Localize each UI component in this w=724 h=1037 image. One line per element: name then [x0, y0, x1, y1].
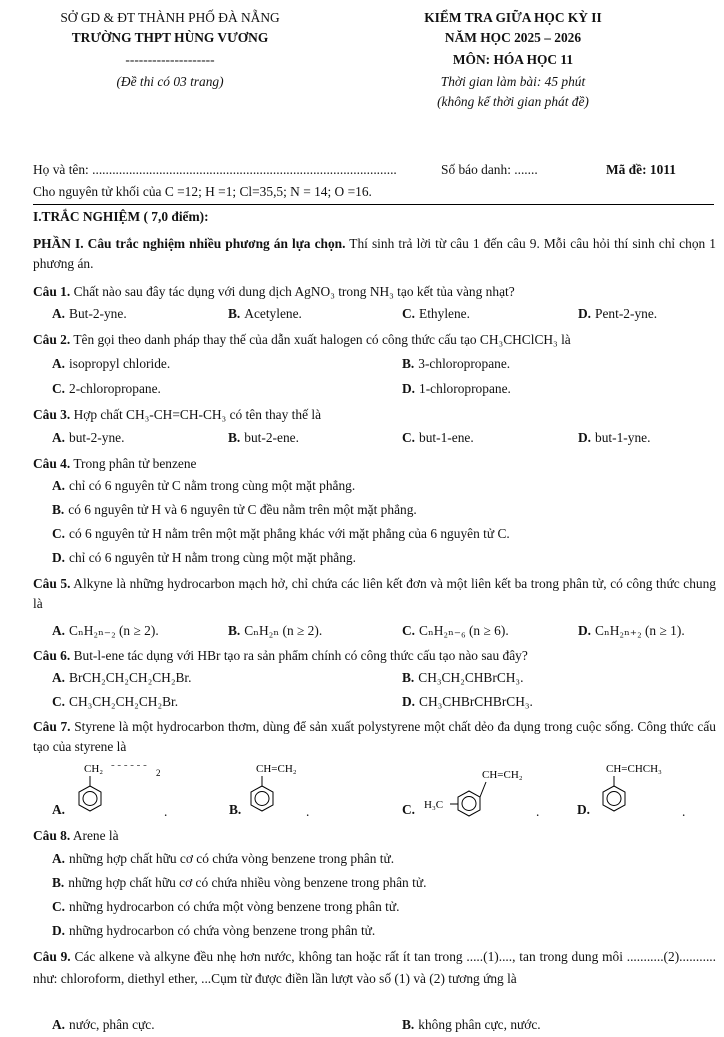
svg-text:- - - - - -: - - - - - - — [111, 760, 147, 771]
question-number: Câu 3. — [33, 407, 71, 422]
part1-title: PHẦN I. Câu trắc nghiệm nhiều phương án lựa chọn. — [33, 236, 346, 251]
question-text: Styrene là một hydrocarbon thơm, dùng để sản xuất polystyrene một chất dẻo đa dụng trong cuộc sống. Công thức cấu tạo của styrene là — [33, 719, 716, 754]
q5-option-b[interactable]: B. CₙH₂ₙ (n ≥ 2). — [228, 623, 323, 638]
subject: MÔN: HÓA HỌC 11 — [452, 52, 574, 68]
question-text: Trong phân tử benzene — [70, 456, 197, 471]
question-2 — [33, 330, 716, 350]
time-limit: Thời gian làm bài: 45 phút — [440, 74, 586, 90]
question-text: Hợp chất CH₃-CH=CH-CH₃ có tên thay thế là — [70, 407, 322, 422]
q4-option-b[interactable]: B. có 6 nguyên tử H và 6 nguyên tử C đều nằm trên một mặt phẳng. — [52, 502, 417, 517]
question-text: Tên gọi theo danh pháp thay thế của dẫn xuất halogen có công thức cấu tạo CH₃CHClCH₃ là — [70, 332, 571, 347]
part1-text: Thí sinh trả lời từ câu 1 đến câu 9. Mỗi câu hỏi thí sinh chỉ chọn 1 phương án. — [33, 236, 716, 271]
q4-option-d[interactable]: D. chỉ có 6 nguyên tử H nằm trong cùng một mặt phẳng. — [52, 550, 356, 565]
school-block — [30, 10, 310, 94]
q5-option-d[interactable]: D. CₙH₂ₙ₊₂ (n ≥ 1). — [578, 623, 685, 638]
section-title: I.TRẮC NGHIỆM ( 7,0 điểm): — [33, 209, 209, 224]
q7-option-c[interactable]: C. — [402, 802, 416, 817]
q2-option-d[interactable]: D. 1-chloropropane. — [402, 381, 511, 396]
exam-code: Mã đề: 1011 — [606, 162, 676, 177]
struct-c-left: H₃C — [424, 799, 444, 811]
q6-option-d[interactable]: D. CH₃CHBrCHBrCH₃. — [402, 694, 533, 709]
question-9 — [33, 946, 716, 990]
exam-title: KIỂM TRA GIỮA HỌC KỲ II — [424, 10, 602, 25]
question-number: Câu 7. — [33, 719, 71, 734]
question-1 — [33, 282, 716, 302]
q3-option-a[interactable]: A. but-2-yne. — [52, 430, 125, 445]
page-count: (Đề thi có 03 trang) — [116, 74, 224, 90]
atomic-masses: Cho nguyên tử khối của C =12; H =1; Cl=35,5; N = 14; O =16. — [33, 184, 372, 199]
question-number: Câu 2. — [33, 332, 71, 347]
question-8 — [33, 826, 716, 846]
q7-structure-c — [420, 762, 540, 824]
question-text: Chất nào sau đây tác dụng với dung dịch AgNO₃ trong NH₃ tạo kết tủa vàng nhạt? — [70, 284, 515, 299]
q4-option-c[interactable]: C. có 6 nguyên tử H nằm trên một mặt phẳng khác với mặt phẳng của 6 nguyên tử C. — [52, 526, 510, 541]
school-name: TRƯỜNG THPT HÙNG VƯƠNG — [71, 30, 269, 46]
q3-option-c[interactable]: C. but-1-ene. — [402, 430, 474, 445]
question-5 — [33, 574, 716, 614]
question-number: Câu 1. — [33, 284, 71, 299]
question-text: Các alkene và alkyne đều nhẹ hơn nước, không tan hoặc rất ít tan trong .....(1)...., tan trong dung môi ...........(2)........... như: chloroform, diethyl ether, ...Cụm từ được điền lần lượt vào số (1) và (2) tương ứng là — [33, 949, 716, 986]
school-year: NĂM HỌC 2025 – 2026 — [444, 30, 582, 46]
q7-structure-d — [594, 760, 694, 822]
benzene-ring-icon — [594, 760, 694, 822]
exam-page: SỞ GD & ĐT THÀNH PHỐ ĐÀ NẴNG TRƯỜNG THPT HÙNG VƯƠNG -------------------- (Đề thi có 03 trang) KIỂM TRA GIỮA HỌC KỲ II NĂM HỌC 2025 – 2026 MÔN: HÓA HỌC 11 Thời gian làm bài: 45 phút (không kể thời gian phát đề) Họ và tên: ........................................................................................... Số báo danh: ....... Mã đề: 1011 Cho nguyên tử khối của C =12; H =1; Cl=35,5; N = 14; O =16. I.TRẮC NGHIỆM ( 7,0 điểm): PHẦN I. Câu trắc nghiệm nhiều phương án lựa chọn. Thí sinh trả lời từ câu 1 đến câu 9. Mỗi câu hỏi thí sinh chỉ chọn 1 phương án. Câu 1. Chất nào sau đây tác dụng với dung dịch AgNO₃ trong NH₃ tạo kết tủa vàng nhạt? A. But-2-yne. B. Acetylene. C. Ethylene. D. Pent-2-yne. Câu 2. Tên gọi theo danh pháp thay thế của dẫn xuất halogen có công thức cấu tạo CH₃CHClCH₃ là A. isopropyl chloride. B. 3-chloropropane. C. 2-chloropropane. D. 1-chloropropane. Câu 3. Hợp chất CH₃-CH=CH-CH₃ có tên thay thế là A. but-2-yne. B. but-2-ene. C. but-1-ene. D. but-1-yne. Câu 4. Trong phân tử benzene A. chỉ có 6 nguyên tử C nằm trong cùng một mặt phẳng. B. có 6 nguyên tử H và 6 nguyên tử C đều nằm trên một mặt phẳng. C. có 6 nguyên tử H nằm trên một mặt phẳng khác với mặt phẳng của 6 nguyên tử C. D. chỉ có 6 nguyên tử H nằm trong cùng một mặt phẳng. Câu 5. Alkyne là những hydrocarbon mạch hở, chỉ chứa các liên kết đơn và một liên kết ba trong phân tử, có công thức chung là A. CₙH₂ₙ₋₂ (n ≥ 2). B. CₙH₂ₙ (n ≥ 2). C. CₙH₂ₙ₋₆ (n ≥ 6). D. CₙH₂ₙ₊₂ (n ≥ 1). Câu 6. But-l-ene tác dụng với HBr tạo ra sản phẩm chính có công thức cấu tạo nào sau đây? A. BrCH₂CH₂CH₂CH₂Br. B. CH₃CH₂CHBrCH₃. C. CH₃CH₂CH₂CH₂Br. D. CH₃CHBrCHBrCH₃. Câu 7. Styrene là một hydrocarbon thơm, dùng để sản xuất polystyrene một chất dẻo đa dụng trong cuộc sống. Công thức cấu tạo của styrene là A. CH₂ - - - - - - 2 . B. CH=CH₂ . C. CH=CH₂ H₃C . D. CH=CHCH₃ . Câu 8. Arene là A. những hợp chất hữu cơ có chứa vòng benzene trong phân tử. B. những hợp chất hữu cơ có chứa nhiều vòng benzene trong phân tử. C. những hydrocarbon có chứa một vòng benzene trong phân tử. D. những hydrocarbon có chứa vòng benzene trong phân tử. Câu 9. Các alkene và alkyne đều nhẹ hơn nước, không tan hoặc rất ít tan trong .....(1)...., tan trong dung môi ...........(2)........... như: chloroform, diethyl ether, ...Cụm từ được điền lần lượt vào số (1) và (2) tương ứng là A. nước, phân cực. B. không phân cực, nước. — [0, 0, 724, 1037]
question-4 — [33, 454, 716, 474]
struct-c-sub: CH=CH₂ — [482, 769, 523, 781]
q2-option-c[interactable]: C. 2-chloropropane. — [52, 381, 161, 396]
benzene-ring-icon — [68, 760, 178, 822]
department-name: SỞ GD & ĐT THÀNH PHỐ ĐÀ NẴNG — [60, 10, 280, 25]
q9-option-a[interactable]: A. nước, phân cực. — [52, 1017, 155, 1032]
question-number: Câu 9. — [33, 949, 71, 964]
question-number: Câu 5. — [33, 576, 71, 591]
q4-option-a[interactable]: A. chỉ có 6 nguyên tử C nằm trong cùng một mặt phẳng. — [52, 478, 356, 493]
q7-structure-a — [68, 760, 178, 822]
question-7 — [33, 717, 716, 757]
part1-instruction — [33, 234, 716, 274]
struct-b-sub: CH=CH₂ — [256, 763, 297, 775]
q7-option-a[interactable]: A. — [52, 802, 66, 817]
q1-option-b[interactable]: B. Acetylene. — [228, 306, 302, 321]
struct-d-sub: CH=CHCH₃ — [606, 763, 662, 775]
section-divider — [33, 204, 714, 205]
q6-option-a[interactable]: A. BrCH₂CH₂CH₂CH₂Br. — [52, 670, 192, 685]
q8-option-a[interactable]: A. những hợp chất hữu cơ có chứa vòng benzene trong phân tử. — [52, 851, 395, 866]
exam-header — [0, 10, 724, 130]
q8-option-b[interactable]: B. những hợp chất hữu cơ có chứa nhiều vòng benzene trong phân tử. — [52, 875, 427, 890]
question-text: But-l-ene tác dụng với HBr tạo ra sản phẩm chính có công thức cấu tạo nào sau đây? — [70, 648, 528, 663]
q1-option-a[interactable]: A. But-2-yne. — [52, 306, 127, 321]
q2-option-b[interactable]: B. 3-chloropropane. — [402, 356, 511, 371]
benzene-ring-icon — [420, 762, 540, 824]
student-id-line: Số báo danh: ....... — [441, 162, 538, 177]
question-number: Câu 8. — [33, 828, 71, 843]
exam-info-block — [368, 10, 658, 114]
student-name-line: Họ và tên: ........................................................................................... — [33, 162, 397, 177]
question-text: Arene là — [70, 828, 119, 843]
question-text: Alkyne là những hydrocarbon mạch hở, chỉ chứa các liên kết đơn và một liên kết ba trong phân tử, có công thức chung là — [33, 576, 716, 611]
q7-option-b[interactable]: B. — [229, 802, 242, 817]
q6-option-b[interactable]: B. CH₃CH₂CHBrCH₃. — [402, 670, 524, 685]
q3-option-b[interactable]: B. but-2-ene. — [228, 430, 299, 445]
question-number: Câu 4. — [33, 456, 71, 471]
q7-option-d[interactable]: D. — [577, 802, 591, 817]
divider-dashes: -------------------- — [125, 52, 215, 68]
q7-structure-b — [246, 760, 326, 822]
question-6 — [33, 646, 716, 666]
q8-option-c[interactable]: C. những hydrocarbon có chứa một vòng benzene trong phân tử. — [52, 899, 400, 914]
question-3 — [33, 405, 716, 425]
benzene-ring-icon — [246, 760, 326, 822]
struct-a-tail: 2 — [156, 768, 161, 778]
q6-option-c[interactable]: C. CH₃CH₂CH₂CH₂Br. — [52, 694, 179, 709]
struct-a-sub: CH₂ — [84, 763, 104, 775]
time-note: (không kể thời gian phát đề) — [437, 94, 589, 110]
q8-option-d[interactable]: D. những hydrocarbon có chứa vòng benzene trong phân tử. — [52, 923, 376, 938]
q2-option-a[interactable]: A. isopropyl chloride. — [52, 356, 171, 371]
q5-option-c[interactable]: C. CₙH₂ₙ₋₆ (n ≥ 6). — [402, 623, 509, 638]
q5-option-a[interactable]: A. CₙH₂ₙ₋₂ (n ≥ 2). — [52, 623, 159, 638]
q9-option-b[interactable]: B. không phân cực, nước. — [402, 1017, 541, 1032]
q1-option-c[interactable]: C. Ethylene. — [402, 306, 470, 321]
q1-option-d[interactable]: D. Pent-2-yne. — [578, 306, 658, 321]
q3-option-d[interactable]: D. but-1-yne. — [578, 430, 651, 445]
question-number: Câu 6. — [33, 648, 71, 663]
